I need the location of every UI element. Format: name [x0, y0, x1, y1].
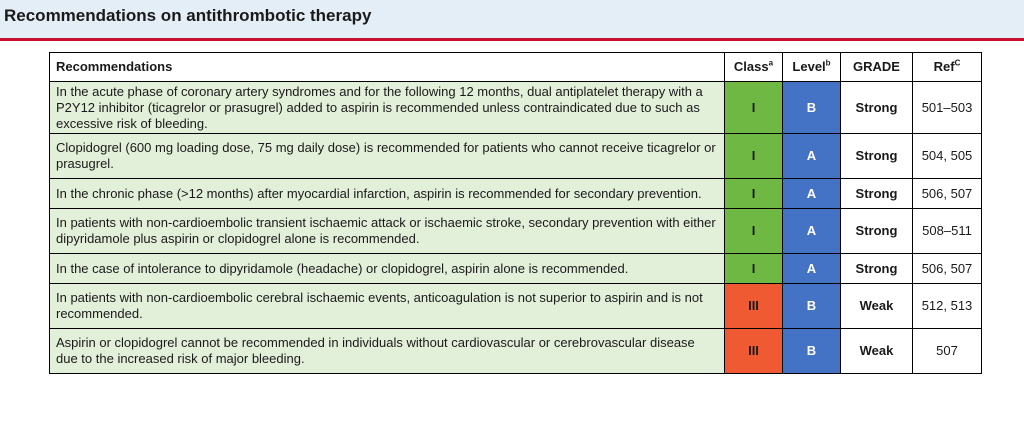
header-ref — [913, 53, 982, 82]
ref-cell: 501–503 — [913, 82, 982, 134]
recommendation-text: In patients with non-cardioembolic cerebral ischaemic events, anticoagulation is not superior to aspirin and is not recommended. — [50, 284, 725, 329]
table-row — [50, 82, 982, 134]
header-level-footnote: b — [825, 58, 831, 68]
ref-cell: 506, 507 — [913, 179, 982, 209]
class-cell: I — [725, 82, 783, 134]
title-divider — [0, 38, 1024, 41]
class-cell: III — [725, 329, 783, 374]
grade-cell: Strong — [841, 254, 913, 284]
grade-cell: Strong — [841, 209, 913, 254]
title-bar — [0, 0, 1024, 38]
class-cell: I — [725, 209, 783, 254]
level-cell: A — [783, 209, 841, 254]
table-row — [50, 134, 982, 179]
recommendation-text: In patients with non-cardioembolic transient ischaemic attack or ischaemic stroke, secondary prevention with either dipyridamole plus aspirin or clopidogrel alone is recommended. — [50, 209, 725, 254]
header-level — [783, 53, 841, 82]
table-header-row — [50, 53, 982, 82]
class-cell: I — [725, 134, 783, 179]
header-class-footnote: a — [768, 58, 774, 68]
level-cell: B — [783, 329, 841, 374]
table-row — [50, 284, 982, 329]
level-cell: A — [783, 134, 841, 179]
grade-cell: Strong — [841, 179, 913, 209]
header-grade: GRADE — [841, 53, 913, 82]
table-row — [50, 254, 982, 284]
grade-cell: Strong — [841, 82, 913, 134]
class-cell: III — [725, 284, 783, 329]
table-row — [50, 179, 982, 209]
ref-cell: 508–511 — [913, 209, 982, 254]
ref-cell: 507 — [913, 329, 982, 374]
header-recommendations: Recommendations — [50, 53, 725, 82]
page-title: Recommendations on antithrombotic therapy — [4, 6, 372, 25]
grade-cell: Strong — [841, 134, 913, 179]
recommendation-text: In the chronic phase (>12 months) after myocardial infarction, aspirin is recommended for secondary prevention. — [50, 179, 725, 209]
ref-cell: 512, 513 — [913, 284, 982, 329]
level-cell: B — [783, 82, 841, 134]
header-ref-footnote: C — [954, 58, 961, 68]
grade-cell: Weak — [841, 284, 913, 329]
recommendations-table — [49, 52, 982, 374]
header-ref-label: Ref — [933, 59, 955, 74]
header-class — [725, 53, 783, 82]
table-row — [50, 329, 982, 374]
ref-cell: 504, 505 — [913, 134, 982, 179]
class-cell: I — [725, 179, 783, 209]
header-level-label: Level — [792, 59, 826, 74]
recommendation-text: In the case of intolerance to dipyridamole (headache) or clopidogrel, aspirin alone is recommended. — [50, 254, 725, 284]
level-cell: A — [783, 254, 841, 284]
recommendation-text: In the acute phase of coronary artery syndromes and for the following 12 months, dual antiplatelet therapy with a P2Y12 inhibitor (ticagrelor or prasugrel) added to aspirin is recommended unless contraindicated due to such as excessive risk of bleeding. — [50, 82, 725, 134]
table-row — [50, 209, 982, 254]
grade-cell: Weak — [841, 329, 913, 374]
level-cell: B — [783, 284, 841, 329]
recommendation-text: Clopidogrel (600 mg loading dose, 75 mg daily dose) is recommended for patients who cannot receive ticagrelor or prasugrel. — [50, 134, 725, 179]
header-class-label: Class — [733, 59, 769, 74]
level-cell: A — [783, 179, 841, 209]
class-cell: I — [725, 254, 783, 284]
recommendation-text: Aspirin or clopidogrel cannot be recommended in individuals without cardiovascular or cerebrovascular disease due to the increased risk of major bleeding. — [50, 329, 725, 374]
ref-cell: 506, 507 — [913, 254, 982, 284]
